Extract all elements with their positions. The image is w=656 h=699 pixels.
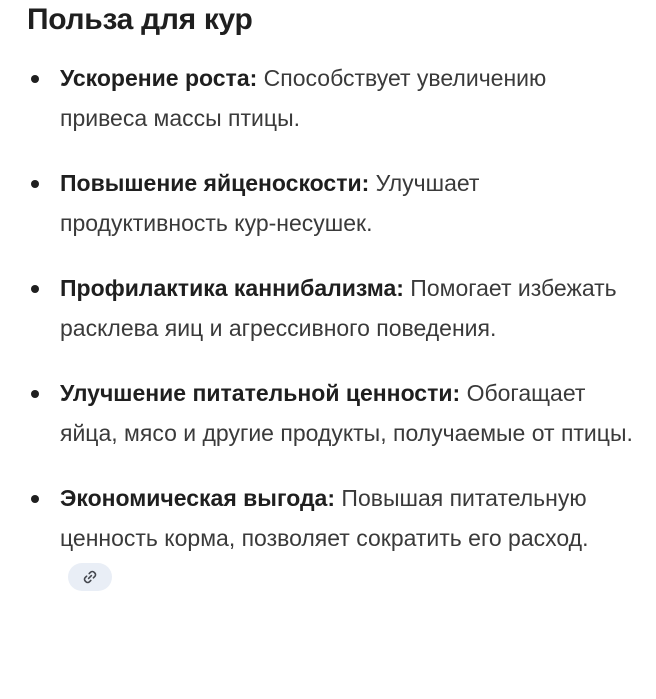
list-item-economic-benefit (0, 478, 656, 598)
benefits-list (0, 58, 656, 623)
section-heading: Польза для кур (27, 3, 253, 36)
item-term: Ускорение роста (60, 65, 250, 91)
source-link-button[interactable] (68, 563, 112, 591)
item-term: Повышение яйценоскости (60, 170, 362, 196)
bullet-icon (31, 75, 39, 83)
list-item-growth (0, 58, 656, 138)
item-separator: : (452, 380, 461, 406)
item-term: Экономическая выгода (60, 485, 328, 511)
item-term: Улучшение питательной ценности (60, 380, 453, 406)
item-description: Помогает избежать расклева яиц и агрессивного поведения. (60, 275, 617, 341)
list-item-cannibalism-prevention (0, 268, 656, 348)
list-item-egg-production (0, 163, 656, 243)
item-separator: : (396, 275, 404, 301)
item-separator: : (327, 485, 336, 511)
bullet-icon (31, 180, 39, 188)
item-description: Улучшает продуктивность кур-несушек. (60, 170, 480, 236)
bullet-icon (31, 495, 39, 503)
item-separator: : (249, 65, 258, 91)
item-term: Профилактика каннибализма (60, 275, 397, 301)
link-icon (82, 569, 98, 585)
bullet-icon (31, 285, 39, 293)
item-separator: : (361, 170, 370, 196)
list-item-nutrition (0, 373, 656, 453)
item-description: Обогащает яйца, мясо и другие продукты, получаемые от птицы. (60, 380, 633, 446)
item-description: Повышая питательную ценность корма, позволяет сократить его расход. (60, 485, 589, 551)
bullet-icon (31, 390, 39, 398)
item-description: Способствует увеличению привеса массы птицы. (60, 65, 547, 131)
